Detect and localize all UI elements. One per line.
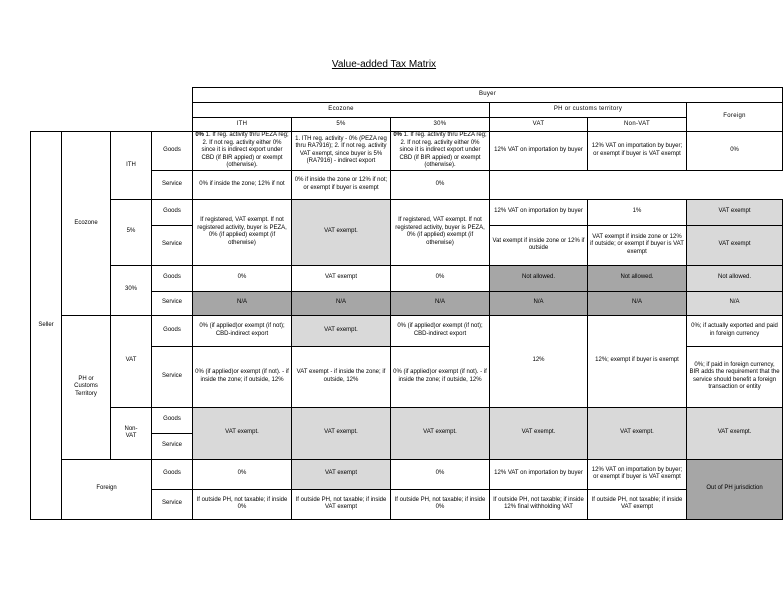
thirty-percent-buyer-header: 30% (391, 118, 490, 132)
service-label: Service (152, 291, 193, 315)
cell: If outside PH, not taxable; if inside 0% (391, 489, 490, 519)
goods-label: Goods (152, 407, 193, 433)
service-label: Service (152, 346, 193, 407)
cell: If registered, VAT exempt. If not registered activity, buyer is PEZA, 0% (if applied) exempt (if otherwise) (391, 199, 490, 265)
cell: If outside PH, not taxable; if inside 12% final withholding VAT (490, 489, 588, 519)
vat-buyer-header: VAT (490, 118, 588, 132)
vat-matrix-table (30, 87, 783, 520)
cell: 0% (391, 170, 490, 199)
nonvat-buyer-header: Non-VAT (588, 118, 687, 132)
cell: N/A (391, 291, 490, 315)
ith-buyer-header: ITH (193, 118, 292, 132)
goods-label: Goods (152, 315, 193, 346)
cell: Not allowed. (687, 265, 783, 291)
ecozone-seller-label: Ecozone (62, 132, 111, 316)
seller-label: Seller (31, 132, 62, 520)
cell: 0% (if applied)or exempt (if not). - if inside the zone; if outside, 12% (391, 346, 490, 407)
cell: Vat exempt if inside zone or 12% if outside (490, 225, 588, 265)
cell: 12% VAT on importation by buyer (490, 132, 588, 171)
service-label: Service (152, 489, 193, 519)
cell: 12%; exempt if buyer is exempt (588, 315, 687, 407)
cell: VAT exempt. (687, 407, 783, 459)
cell: 1% (588, 199, 687, 225)
cell: VAT exempt. (292, 199, 391, 265)
cell: 0% (193, 459, 292, 489)
cell: 12% VAT on importation by buyer (490, 199, 588, 225)
ph-customs-territory-seller-label: PH or Customs Territory (62, 315, 111, 459)
goods-label: Goods (152, 265, 193, 291)
foreign-buyer-header: Foreign (687, 103, 783, 132)
cell: If outside PH, not taxable; if inside 0% (193, 489, 292, 519)
cell: N/A (193, 291, 292, 315)
page-title: Value-added Tax Matrix (331, 59, 437, 70)
five-percent-buyer-header: 5% (292, 118, 391, 132)
cell: 0% (193, 265, 292, 291)
ecozone-header: Ecozone (193, 103, 490, 118)
goods-label: Goods (152, 199, 193, 225)
cell: If outside PH, not taxable; if inside VAT exempt (292, 489, 391, 519)
nonvat-seller-label: Non- VAT (111, 407, 152, 459)
cell: 12% (490, 315, 588, 407)
cell: 0% if inside the zone or 12% if not; or exempt if buyer is exempt (292, 170, 391, 199)
cell: If outside PH, not taxable; if inside VAT exempt (588, 489, 687, 519)
cell: VAT exempt. (292, 407, 391, 459)
cell: VAT exempt (687, 225, 783, 265)
cell: N/A (490, 291, 588, 315)
cell: 12% VAT on importation by buyer; or exempt if buyer is VAT exempt (588, 459, 687, 489)
cell: VAT exempt. (193, 407, 292, 459)
ith-seller-label: ITH (111, 132, 152, 200)
cell: 0%; if actually exported and paid in foreign currency (687, 315, 783, 346)
goods-label: Goods (152, 459, 193, 489)
cell: N/A (588, 291, 687, 315)
cell: VAT exempt. (490, 407, 588, 459)
service-label: Service (152, 225, 193, 265)
cell: VAT exempt - if inside the zone; if outside, 12% (292, 346, 391, 407)
cell: 12% VAT on importation by buyer (490, 459, 588, 489)
thirty-percent-seller-label: 30% (111, 265, 152, 315)
cell: 0% (391, 459, 490, 489)
service-label: Service (152, 170, 193, 199)
cell: 0% 1. If reg. activity thru PEZA reg; 2. If not reg. activity either 0% since it is indirect export under CBD (if BIR appied) or exempt (otherwise). (193, 132, 292, 171)
cell: Out of PH jurisdiction (687, 459, 783, 519)
buyer-header: Buyer (193, 88, 783, 103)
cell: N/A (687, 291, 783, 315)
cell: VAT exempt if inside zone or 12% if outside; or exempt if buyer is VAT exempt (588, 225, 687, 265)
cell: 1. ITH reg. activity - 0% (PEZA reg thru RA7916); 2. If not reg. activity VAT exempt, since buyer is 5% (RA7916) - indirect export (292, 132, 391, 171)
five-percent-seller-label: 5% (111, 199, 152, 265)
cell: Not allowed. (588, 265, 687, 291)
cell: If registered, VAT exempt. If not registered activity, buyer is PEZA, 0% (if applied) exempt (if otherwise) (193, 199, 292, 265)
cell: 0% (if applied)or exempt (if not). - if inside the zone; if outside, 12% (193, 346, 292, 407)
cell: 0% (if applied)or exempt (if not); CBD-indirect export (193, 315, 292, 346)
cell: 0% (687, 132, 783, 171)
foreign-seller-label: Foreign (62, 459, 152, 519)
cell: VAT exempt (687, 199, 783, 225)
ph-territory-header: PH or customs territory (490, 103, 687, 118)
cell: VAT exempt. (292, 315, 391, 346)
cell: Not allowed. (490, 265, 588, 291)
goods-label: Goods (152, 132, 193, 171)
cell: 0% 1. If reg. activity thru PEZA reg; 2. If not reg. activity either 0% since it is indirect export under CBD (if BIR appied) or exempt (otherwise). (391, 132, 490, 171)
cell: 0% (391, 265, 490, 291)
service-label: Service (152, 433, 193, 459)
vat-seller-label: VAT (111, 315, 152, 407)
cell: VAT exempt. (391, 407, 490, 459)
cell: VAT exempt (292, 265, 391, 291)
cell: 0% if inside the zone; 12% if not (193, 170, 292, 199)
cell: VAT exempt. (588, 407, 687, 459)
cell: 0% (if applied)or exempt (if not); CBD-indirect export (391, 315, 490, 346)
cell: N/A (292, 291, 391, 315)
cell: 0%; if paid in foreign currency, BIR adds the requirement that the service should benefit a foreign transaction or entity (687, 346, 783, 407)
cell: VAT exempt (292, 459, 391, 489)
cell: 12% VAT on importation by buyer; or exempt if buyer is VAT exempt (588, 132, 687, 171)
